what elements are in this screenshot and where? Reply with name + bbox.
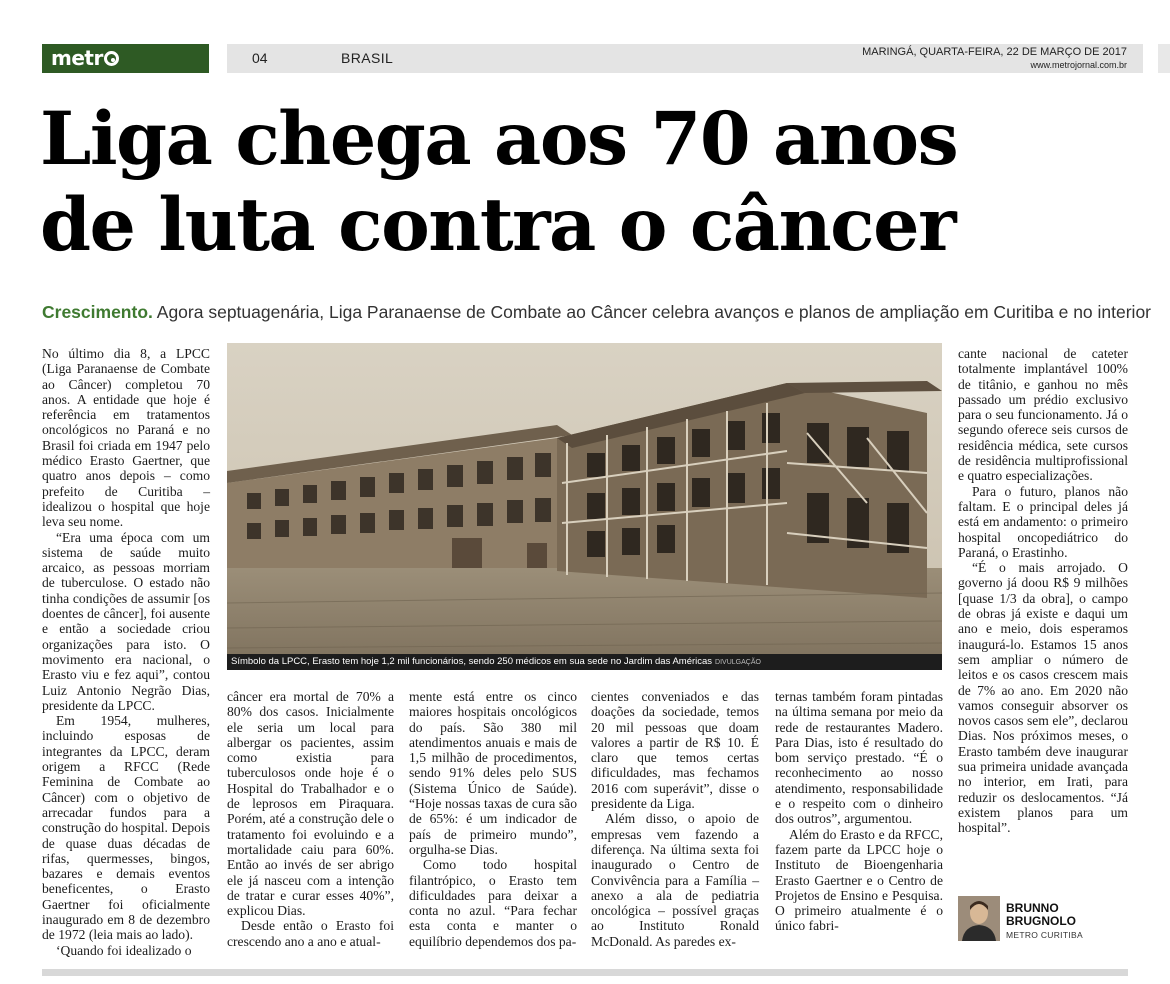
paragraph: ternas também foram pintadas na última semana por meio da rede de restaurantes Madero. Para Dias, isto é resultado do bom serviço prestado. “É o reconhecimento ao nosso atendimento, responsabilidade e o respeito com o dinheiro dos outros”, argumentou. (775, 689, 943, 827)
paragraph: ‘Quando foi idealizado o (56, 942, 192, 958)
paragraph: Em 1954, mulheres, incluindo esposas de integrantes da LPCC, deram origem a RFCC (Rede Feminina de Combate ao Câncer) com o objetivo de arrecadar fundos para a construção do hospital. Depois de quase duas décadas de rifas, quermesses, bingos, bazares e demais eventos beneficentes, o Erasto Gaertner foi oficialmente inaugurado em 8 de dezembro de 1972 (leia mais ao lado). (42, 713, 210, 943)
article-column-5 (775, 689, 943, 934)
logo-o-icon (104, 51, 119, 66)
hospital-building-image (227, 343, 942, 670)
author-avatar (958, 896, 1000, 941)
deck-text: Agora septuagenária, Liga Paranaense de Combate ao Câncer celebra avanços e planos de ampliação em Curitiba e no interior (156, 302, 1152, 322)
paragraph: No último dia 8, a LPCC (Liga Paranaense de Combate ao Câncer) completou 70 anos. A entidade que hoje é referência em tratamentos oncológicos no Paraná e no Brasil foi criada em 1947 pelo médico Erasto Gaertner, que quatro anos depois – como prefeito de Curitiba – idealizou o hospital que hoje leva seu nome. (42, 346, 210, 530)
paragraph: Além do Erasto e da RFCC, fazem parte da LPCC hoje o Instituto de Bioengenharia Erasto Gaertner e o Centro de Projetos de Ensino e Pesquisa. O primeiro atualmente é o único fabri- (775, 826, 943, 934)
photo-credit: DIVULGAÇÃO (715, 659, 761, 666)
article-photo (227, 343, 942, 670)
paragraph: cientes conveniados e das doações da sociedade, temos 20 mil pessoas que doam valores a partir de R$ 10. É claro que temos certas dificuldades, mas fechamos 2016 com superávit”, disse o presidente da Liga. (591, 689, 759, 812)
paragraph: mente está entre os cinco maiores hospitais oncológicos do país. São 380 mil atendimentos anuais e mais de 1,5 milhão de procedimentos, sendo 91% deles pelo SUS (Sistema Único de Saúde). “Hoje nossas taxas de cura são de 65%: é um indicador de país de primeiro mundo”, orgulha-se Dias. (409, 689, 577, 857)
section-name: BRASIL (341, 50, 394, 66)
header-edge-rule (1158, 44, 1170, 73)
bottom-rule (42, 969, 1128, 976)
metro-logo (42, 44, 209, 73)
paragraph: cante nacional de cateter totalmente implantável 100% de titânio, e ganhou no mês passado um prédio exclusivo para o seu funcionamento. Já o segundo oferece seis cursos de residência médica, sete cursos de residência multiprofissional e quatro especializações. (958, 346, 1128, 484)
paragraph: “É o mais arrojado. O governo já doou R$ 9 milhões [quase 1/3 da obra], o campo de obras já existe e daqui um ano e meio, dois esperamos inaugurá-lo. Estamos 15 anos sem ampliar o número de leitos e os casos crescem mais de 7% ao ano. Em 2020 não vamos conseguir absorver os novos casos sem ele”, declarou Dias. Nos próximos meses, o Erasto também deve inaugurar sua primeira unidade avançada no interior, em Irati, para reduzir os deslocamentos. “Já existem planos para um hospital”. (958, 560, 1128, 836)
article-column-6 (958, 346, 1128, 836)
dateline: MARINGÁ, QUARTA-FEIRA, 22 DE MARÇO DE 2017 (862, 46, 1127, 58)
article-column-1 (42, 346, 210, 958)
paragraph: câncer era mortal de 70% a 80% dos casos. Inicialmente ele seria um local para albergar os pacientes, assim como existia para tuberculosos onde hoje é o Hospital do Trabalhador e o de leprosos em Piraquara. Porém, até a construção dele o tratamento foi evoluindo e a mortalidade caiu para 60%. Então ao invés de ser abrigo ele já nasceu com a intenção de tratar e curar esses 40%”, explicou Dias. (227, 689, 394, 919)
article-column-2 (227, 689, 394, 949)
paragraph: Além disso, o apoio de empresas vem fazendo a diferença. Na última sexta foi inaugurado o Centro de Convivência para a Família – anexo a ala de pediatria oncológica – possível graças ao Instituto Ronald McDonald. As paredes ex- (591, 811, 759, 949)
paragraph: Para o futuro, planos não faltam. E o principal deles já está em andamento: o primeiro hospital oncopediátrico do Paraná, o Erastinho. (958, 483, 1128, 560)
deck (42, 302, 1152, 323)
photo-caption (227, 654, 942, 670)
article-column-4 (591, 689, 759, 949)
author-organization: METRO CURITIBA (1006, 930, 1083, 940)
headline-line-2: de luta contra o câncer (40, 182, 956, 268)
page-number: 04 (252, 50, 268, 66)
photo-caption-text: Símbolo da LPCC, Erasto tem hoje 1,2 mil funcionários, sendo 250 médicos em sua sede no Jardim das Américas (231, 656, 713, 667)
headline (40, 96, 1150, 268)
article-column-3 (409, 689, 577, 949)
paragraph: Como todo hospital filantrópico, o Erasto tem dificuldades para deixar a conta no azul. “Para fechar esta conta e manter o equilíbrio dependemos dos pa- (409, 857, 577, 949)
paragraph: Desde então o Erasto foi crescendo ano a ano e atual- (227, 918, 394, 949)
author-name (1006, 902, 1126, 928)
website-link[interactable]: www.metrojornal.com.br (1030, 60, 1127, 70)
author-portrait-icon (958, 896, 1000, 941)
logo-text: metr (51, 46, 119, 70)
deck-kicker: Crescimento. (42, 302, 153, 322)
headline-line-1: Liga chega aos 70 anos (40, 96, 958, 182)
author-first-name: BRUNNO (1006, 901, 1059, 915)
author-last-name: BRUGNOLO (1006, 914, 1076, 928)
paragraph: “Era uma época com um sistema de saúde muito arcaico, as pessoas morriam de tuberculose. O estado não tinha condições de assumir [os doentes de câncer], foi ausente e então a sociedade criou organizações para isto. O movimento era nacional, o Erasto viu e fez aqui”, contou Luiz Antonio Negrão Dias, presidente da LPCC. (42, 529, 210, 713)
